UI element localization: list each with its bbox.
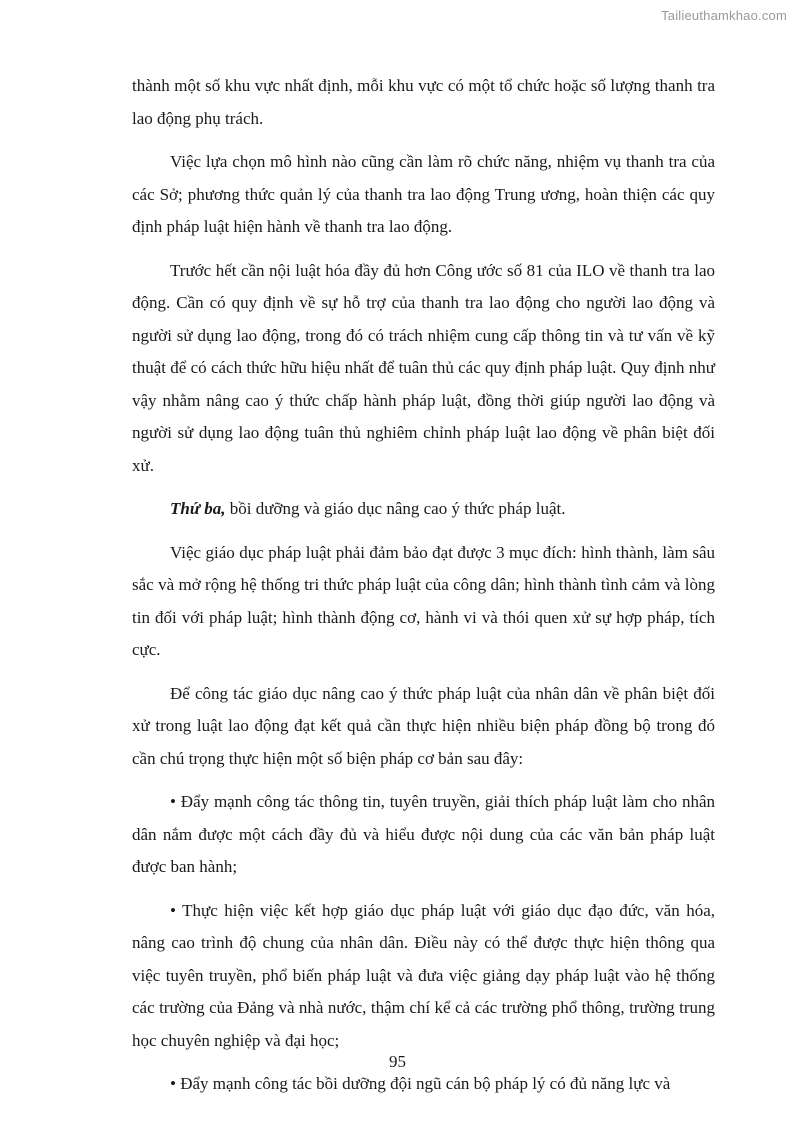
paragraph-education-measures: Để công tác giáo dục nâng cao ý thức pháp luật của nhân dân về phân biệt đối xử trong luật lao động đạt kết quả cần thực hiện nhiều biện pháp đồng bộ trong đó cần chú trọng thực hiện một số biện pháp cơ bản sau đây:: [132, 683, 715, 768]
bullet-item-training: • Đẩy mạnh công tác bồi dưỡng đội ngũ cán bộ pháp lý có đủ năng lực và: [170, 1074, 671, 1093]
paragraph-third-point: [132, 493, 715, 526]
paragraph-ilo-convention: Trước hết cần nội luật hóa đầy đủ hơn Công ước số 81 của ILO về thanh tra lao động. Cần có quy định về sự hỗ trợ của thanh tra lao động cho người lao động và người sử dụng lao động, trong đó có trách nhiệm cung cấp thông tin và tư vấn về kỹ thuật để có cách thức hữu hiệu nhất để tuân thủ các quy định pháp luật. Quy định như vậy nhằm nâng cao ý thức chấp hành pháp luật, đồng thời giúp người lao động và người sử dụng lao động tuân thủ nghiêm chỉnh pháp luật lao động về phân biệt đối xử.: [132, 260, 715, 475]
third-point-lead: Thứ ba,: [170, 499, 226, 518]
bullet-item-combined-education: • Thực hiện việc kết hợp giáo dục pháp luật với giáo dục đạo đức, văn hóa, nâng cao trình độ chung của nhân dân. Điều này có thể được thực hiện thông qua việc tuyên truyền, phổ biến pháp luật và đưa việc giảng dạy pháp luật vào hệ thống các trường của Đảng và nhà nước, thậm chí kể cả các trường phổ thông, trường trung học chuyên nghiệp và đại học;: [132, 900, 715, 1050]
page-number: 95: [389, 1052, 406, 1071]
paragraph-continuation: thành một số khu vực nhất định, mỗi khu vực có một tổ chức hoặc số lượng thanh tra lao động phụ trách.: [132, 76, 715, 128]
paragraph-model-selection: Việc lựa chọn mô hình nào cũng cần làm rõ chức năng, nhiệm vụ thanh tra của các Sở; phương thức quản lý của thanh tra lao động Trung ương, hoàn thiện các quy định pháp luật hiện hành về thanh tra lao động.: [132, 152, 715, 236]
paragraph-education-goals: Việc giáo dục pháp luật phải đảm bảo đạt được 3 mục đích: hình thành, làm sâu sắc và mở rộng hệ thống tri thức pháp luật của công dân; hình thành tình cảm và lòng tin đối với pháp luật; hình thành động cơ, hành vi và thói quen xử sự hợp pháp, tích cực.: [132, 542, 715, 659]
watermark-text: Tailieuthamkhao.com: [661, 8, 787, 23]
document-body: [132, 70, 715, 1112]
bullet-item-information: • Đẩy mạnh công tác thông tin, tuyên truyền, giải thích pháp luật làm cho nhân dân nắm được một cách đầy đủ và hiểu được nội dung của các văn bản pháp luật được ban hành;: [132, 792, 715, 876]
third-point-text: bồi dưỡng và giáo dục nâng cao ý thức pháp luật.: [225, 499, 566, 518]
